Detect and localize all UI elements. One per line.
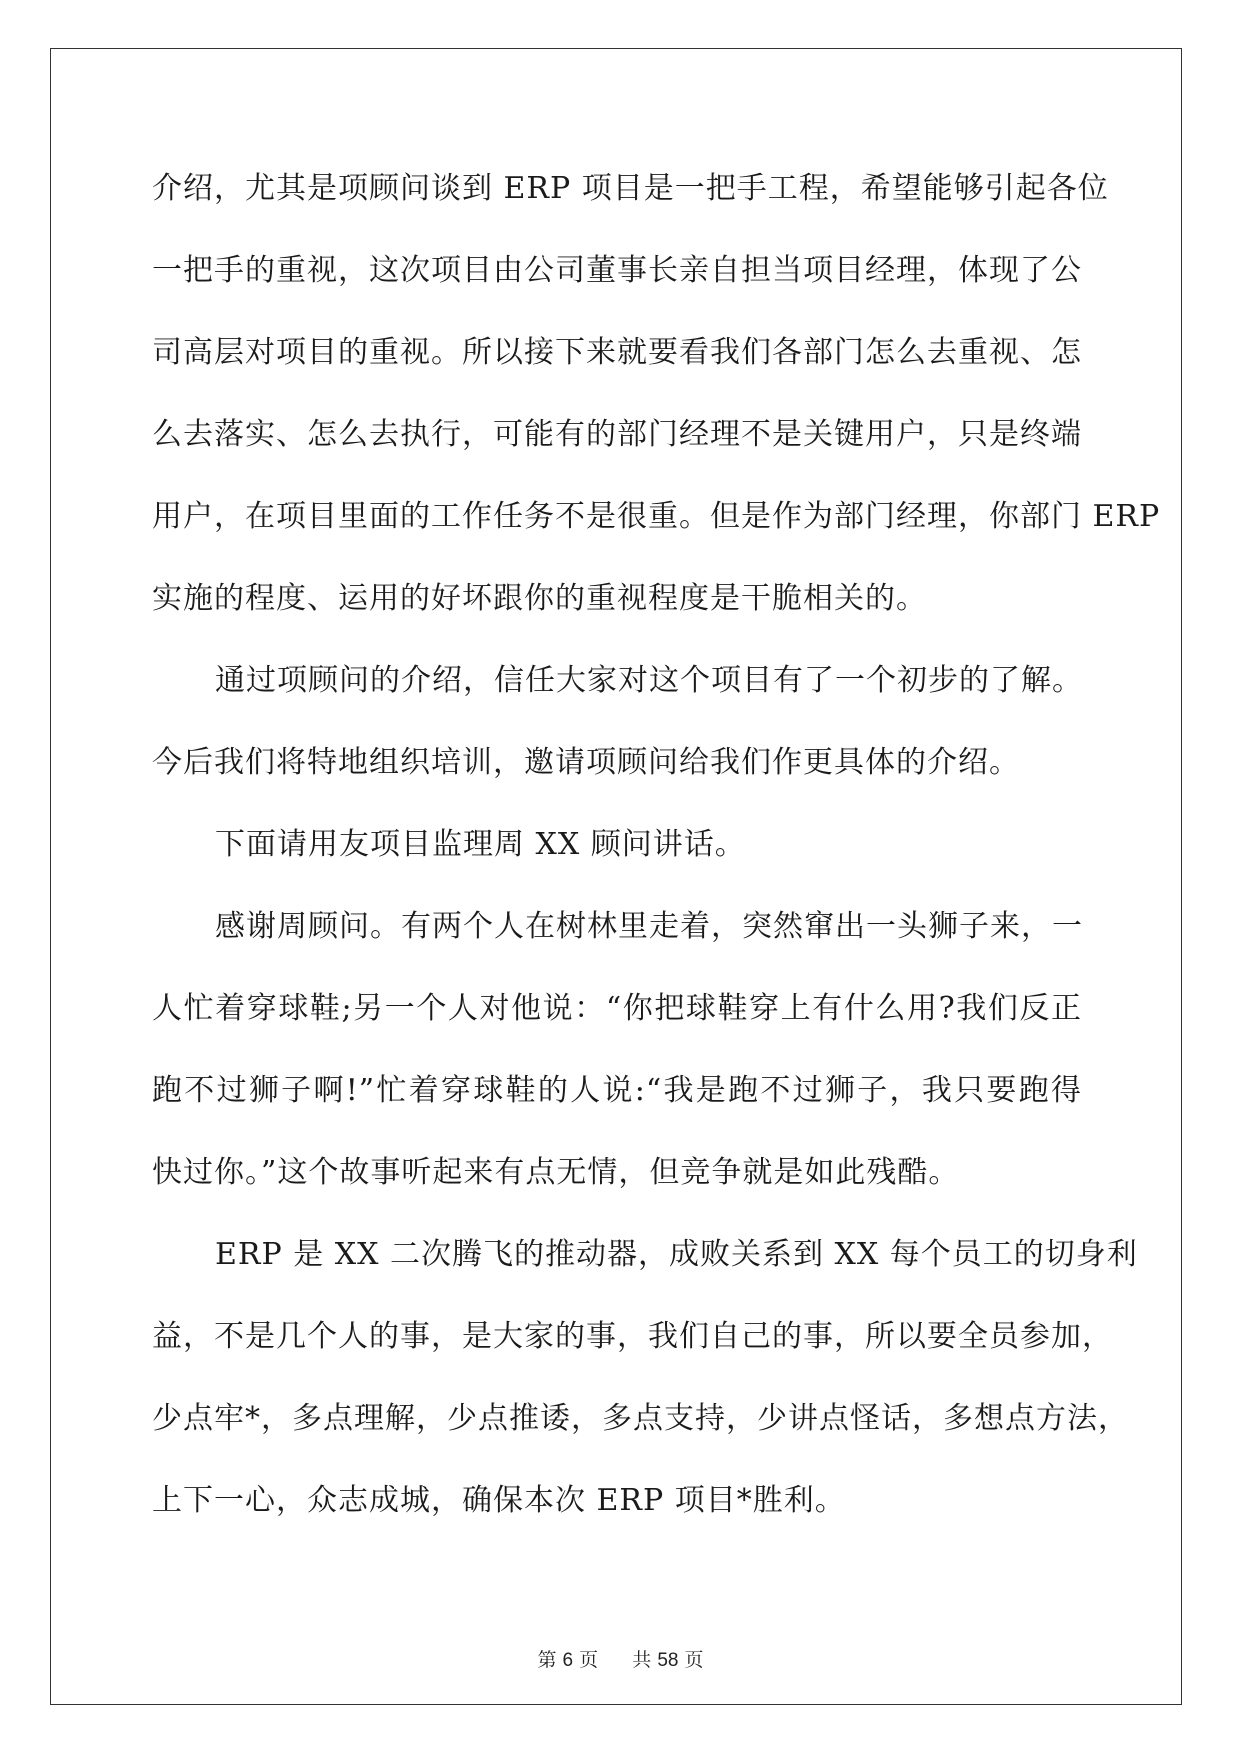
text-line: 感谢周顾问。有两个人在树林里走着，突然窜出一头狮子来，一 — [215, 909, 1083, 944]
text-line: 司高层对项目的重视。所以接下来就要看我们各部门怎么去重视、怎 — [152, 335, 1082, 370]
total-prefix: 共 — [632, 1649, 652, 1671]
text-line: 一把手的重视，这次项目由公司董事长亲自担当项目经理，体现了公 — [152, 253, 1082, 288]
page-current: 6 — [562, 1650, 574, 1671]
text-line: 少点牢*，多点理解，少点推诿，多点支持，少讲点怪话，多想点方法， — [152, 1401, 1129, 1436]
text-line: 快过你。”这个故事听起来有点无情，但竞争就是如此残酷。 — [152, 1155, 960, 1190]
text-line: 介绍，尤其是项顾问谈到 ERP 项目是一把手工程，希望能够引起各位 — [152, 171, 1109, 206]
text-line: 实施的程度、运用的好坏跟你的重视程度是干脆相关的。 — [152, 581, 927, 616]
text-line: ERP 是 XX 二次腾飞的推动器，成败关系到 XX 每个员工的切身利 — [215, 1237, 1138, 1272]
text-line: 益，不是几个人的事，是大家的事，我们自己的事，所以要全员参加， — [152, 1319, 1113, 1354]
page-suffix: 页 — [579, 1649, 599, 1671]
document-body — [152, 160, 1161, 1554]
text-line: 用户，在项目里面的工作任务不是很重。但是作为部门经理，你部门 ERP — [152, 499, 1161, 534]
text-line: 跑不过狮子啊!”忙着穿球鞋的人说:“我是跑不过狮子，我只要跑得 — [152, 1073, 1082, 1108]
page-footer — [0, 1645, 1241, 1672]
text-line: 上下一心，众志成城，确保本次 ERP 项目*胜利。 — [152, 1483, 846, 1518]
page-prefix: 第 — [537, 1649, 557, 1671]
text-line: 下面请用友项目监理周 XX 顾问讲话。 — [215, 827, 746, 862]
text-line: 人忙着穿球鞋;另一个人对他说：“你把球鞋穿上有什么用?我们反正 — [152, 991, 1082, 1026]
page-total: 58 — [657, 1650, 679, 1671]
total-suffix: 页 — [684, 1649, 704, 1671]
text-line: 么去落实、怎么去执行，可能有的部门经理不是关键用户，只是终端 — [152, 417, 1082, 452]
text-line: 通过项顾问的介绍，信任大家对这个项目有了一个初步的了解。 — [215, 663, 1083, 698]
text-line: 今后我们将特地组织培训，邀请项顾问给我们作更具体的介绍。 — [152, 745, 1020, 780]
